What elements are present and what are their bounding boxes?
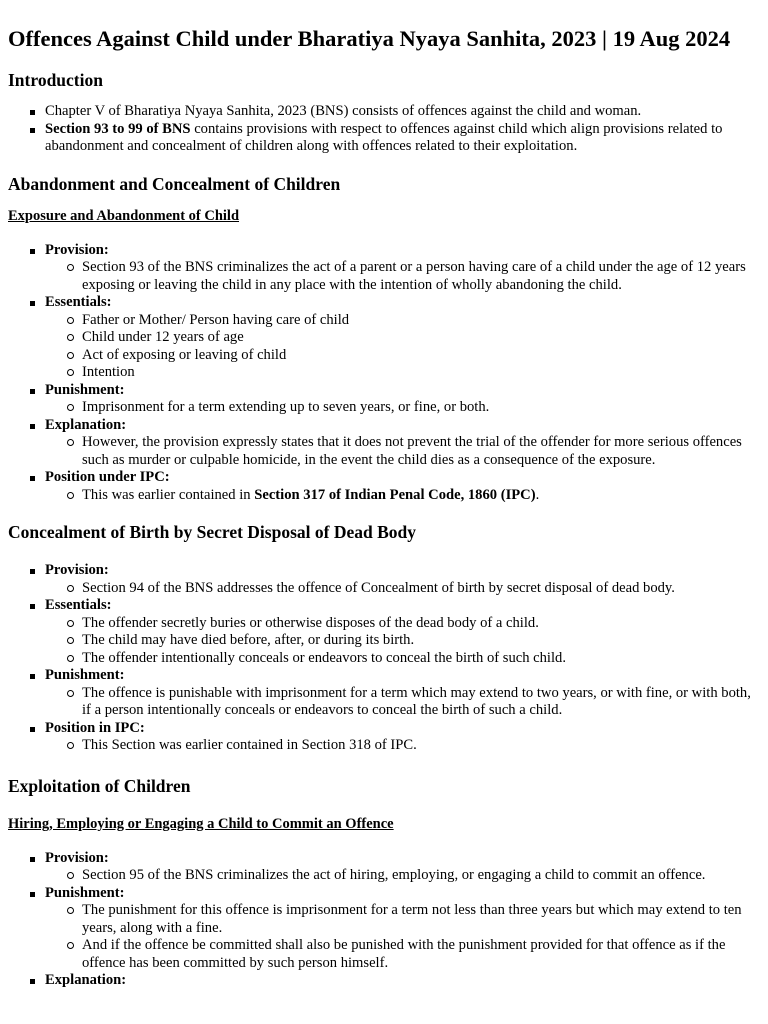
sub-list-item: Imprisonment for a term extending up to seven years, or fine, or both.: [82, 399, 760, 417]
introduction-list: [8, 103, 760, 156]
list-item: Section 93 to 99 of BNS contains provisions with respect to offences against child which align provisions related to abandonment and concealment of children along with offences related to their exploitation.: [45, 121, 760, 156]
exposure-list: [8, 242, 760, 505]
sub-list-item: Intention: [82, 364, 760, 382]
list-item: Provision: Section 95 of the BNS criminalizes the act of hiring, employing, or engaging a child to commit an offence.: [45, 850, 760, 885]
abandonment-heading: Abandonment and Concealment of Children: [8, 173, 341, 194]
list-item: Chapter V of Bharatiya Nyaya Sanhita, 2023 (BNS) consists of offences against the child and woman.: [45, 103, 760, 121]
list-item: Explanation: However, the provision expressly states that it does not prevent the trial of the offender for more serious offences such as murder or culpable homicide, in the event the child dies as a consequence of the exposure.: [45, 417, 760, 470]
sub-list-item: The offence is punishable with imprisonment for a term which may extend to two years, or with fine, or with both, if a person intentionally conceals or endeavors to conceal the birth of such a child.: [82, 685, 760, 720]
list-item: Punishment: The offence is punishable with imprisonment for a term which may extend to two years, or with fine, or with both, if a person intentionally conceals or endeavors to conceal the birth of such a child.: [45, 667, 760, 720]
sub-list-item: However, the provision expressly states that it does not prevent the trial of the offender for more serious offences such as murder or culpable homicide, in the event the child dies as a consequence of the exposure.: [82, 434, 760, 469]
sub-list-item: The punishment for this offence is imprisonment for a term not less than three years but which may extend to ten years, along with a fine.: [82, 902, 760, 937]
list-item: Position in IPC: This Section was earlier contained in Section 318 of IPC.: [45, 720, 760, 755]
sub-list-item: Section 94 of the BNS addresses the offence of Concealment of birth by secret disposal of dead body.: [82, 580, 760, 598]
hiring-list: [8, 850, 760, 990]
exploitation-heading: Exploitation of Children: [8, 775, 191, 796]
sub-list-item: Father or Mother/ Person having care of child: [82, 312, 760, 330]
page-title: Offences Against Child under Bharatiya Nyaya Sanhita, 2023 | 19 Aug 2024: [8, 26, 731, 51]
list-item: Position under IPC: This was earlier contained in Section 317 of Indian Penal Code, 1860 (IPC).: [45, 469, 760, 504]
list-item: Provision: Section 94 of the BNS addresses the offence of Concealment of birth by secret disposal of dead body.: [45, 562, 760, 597]
hiring-subheading: Hiring, Employing or Engaging a Child to Commit an Offence: [8, 815, 394, 832]
exposure-subheading: Exposure and Abandonment of Child: [8, 207, 240, 224]
list-item: Punishment: Imprisonment for a term extending up to seven years, or fine, or both.: [45, 382, 760, 417]
sub-list-item: This Section was earlier contained in Section 318 of IPC.: [82, 737, 760, 755]
introduction-heading: Introduction: [8, 70, 103, 90]
sub-list-item: The offender intentionally conceals or endeavors to conceal the birth of such child.: [82, 650, 760, 668]
sub-list-item: Section 95 of the BNS criminalizes the act of hiring, employing, or engaging a child to commit an offence.: [82, 867, 760, 885]
concealment-list: [8, 562, 760, 755]
list-item: Provision: Section 93 of the BNS criminalizes the act of a parent or a person having care of a child under the age of 12 years exposing or leaving the child in any place with the intention of wholly abandoning the child.: [45, 242, 760, 295]
sub-list-item: And if the offence be committed shall also be punished with the punishment provided for that offence as if the offence has been committed by such person himself.: [82, 937, 760, 972]
list-item: Explanation:: [45, 972, 760, 990]
list-item: Essentials: Father or Mother/ Person having care of child Child under 12 years of age Act of exposing or leaving of child Intention: [45, 294, 760, 382]
sub-list-item: This was earlier contained in Section 317 of Indian Penal Code, 1860 (IPC).: [82, 487, 760, 505]
sub-list-item: The offender secretly buries or otherwise disposes of the dead body of a child.: [82, 615, 760, 633]
concealment-heading: Concealment of Birth by Secret Disposal of Dead Body: [8, 522, 416, 542]
list-item: Essentials: The offender secretly buries or otherwise disposes of the dead body of a child. The child may have died before, after, or during its birth. The offender intentionally conceals or endeavors to conceal the birth of such child.: [45, 597, 760, 667]
sub-list-item: Act of exposing or leaving of child: [82, 347, 760, 365]
sub-list-item: Child under 12 years of age: [82, 329, 760, 347]
sub-list-item: Section 93 of the BNS criminalizes the act of a parent or a person having care of a child under the age of 12 years exposing or leaving the child in any place with the intention of wholly abandoning the child.: [82, 259, 760, 294]
list-item: Punishment: The punishment for this offence is imprisonment for a term not less than three years but which may extend to ten years, along with a fine. And if the offence be committed shall also be punished with the punishment provided for that offence as if the offence has been committed by such person himself.: [45, 885, 760, 973]
sub-list-item: The child may have died before, after, or during its birth.: [82, 632, 760, 650]
